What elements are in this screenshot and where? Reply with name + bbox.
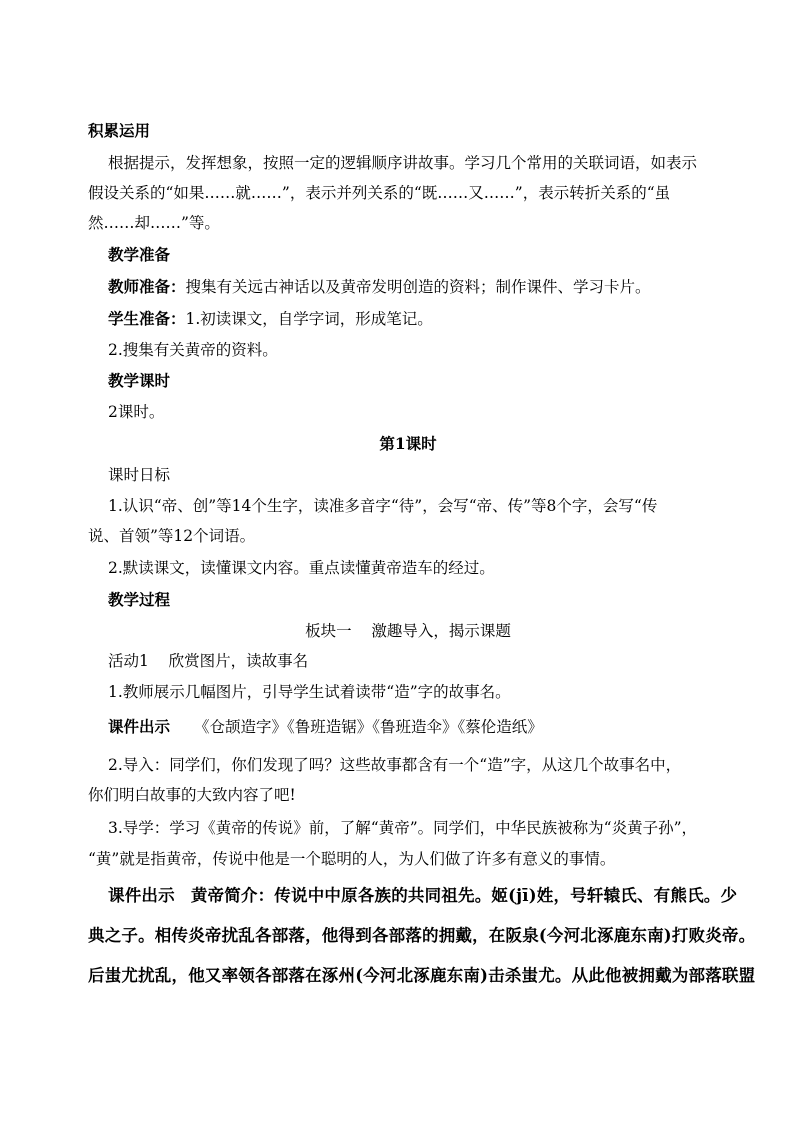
accumulation-line-3: 然……却……”等。 [88, 214, 220, 232]
hours-heading: 教学课时 [108, 371, 171, 390]
goals-line-2: 说、首领”等12个词语。 [88, 527, 256, 545]
teacher-prep-label: 教师准备： [108, 277, 186, 296]
step-2-line-2: 你们明白故事的大致内容了吧! [88, 786, 296, 804]
prep-heading: 教学准备 [108, 245, 171, 264]
courseware-1 [108, 717, 748, 737]
hours-text: 2课时。 [108, 403, 165, 421]
courseware-1-text: 《仓颉造字》《鲁班造锯》《鲁班造伞》《蔡伦造纸》 [194, 718, 543, 736]
goals-line-3: 2.默读课文，读懂课文内容。重点读懂黄帝造车的经过。 [108, 559, 495, 577]
lesson-title: 第1课时 [379, 434, 437, 453]
teacher-prep [108, 277, 748, 297]
step-3-line-1: 3.导学：学习《黄帝的传说》前，了解“黄帝”。同学们，中华民族被称为“炎黄子孙”， [108, 819, 697, 837]
teacher-prep-text: 搜集有关远古神话以及黄帝发明创造的资料；制作课件、学习卡片。 [185, 278, 651, 296]
goals-heading: 课时日标 [108, 466, 171, 484]
step-2-line-1: 2.导入：同学们，你们发现了吗？这些故事都含有一个“造”字，从这几个故事名中， [108, 756, 682, 774]
student-prep-label: 学生准备： [108, 309, 186, 328]
activity-title: 活动1 欣赏图片，读故事名 [108, 652, 309, 670]
goals-line-1: 1.认识“帝、创”等14个生字，读准多音字“待”，会写“帝、传”等8个字，会写“传 [108, 497, 658, 515]
courseware-2-line-3: 后蚩尤扰乱，他又率领各部落在涿州(今河北涿鹿东南)击杀蚩尤。从此他被拥戴为部落联盟 [88, 966, 756, 985]
courseware-1-label: 课件出示 [108, 717, 171, 736]
step-3-line-2: “黄”就是指黄帝，传说中他是一个聪明的人，为人们做了许多有意义的事情。 [88, 850, 616, 868]
student-prep-text: 1.初读课文，自学字词，形成笔记。 [185, 310, 433, 328]
courseware-2-text-1: 黄帝简介：传说中中原各族的共同祖先。姬(jī)姓，号轩辕氏、有熊氏。少 [190, 886, 738, 905]
courseware-2-line-2: 典之子。相传炎帝扰乱各部落，他得到各部落的拥戴，在阪泉(今河北涿鹿东南)打败炎帝。 [88, 926, 756, 945]
block-title: 板块一 激趣导入，揭示课题 [305, 622, 511, 640]
student-prep [108, 309, 748, 329]
accumulation-heading: 积累运用 [88, 121, 151, 140]
accumulation-line-2: 假设关系的“如果……就……”，表示并列关系的“既……又……”，表示转折关系的“虽 [88, 184, 671, 202]
accumulation-line-1: 根据提示，发挥想象，按照一定的逻辑顺序讲故事。学习几个常用的关联词语，如表示 [108, 154, 698, 172]
process-heading: 教学过程 [108, 590, 171, 609]
courseware-2-label: 课件出示 [108, 886, 175, 905]
student-prep-item-2: 2.搜集有关黄帝的资料。 [108, 341, 278, 359]
courseware-2-line-1 [108, 885, 748, 907]
activity-step-1: 1.教师展示几幅图片，引导学生试着读带“造”字的故事名。 [108, 683, 511, 701]
